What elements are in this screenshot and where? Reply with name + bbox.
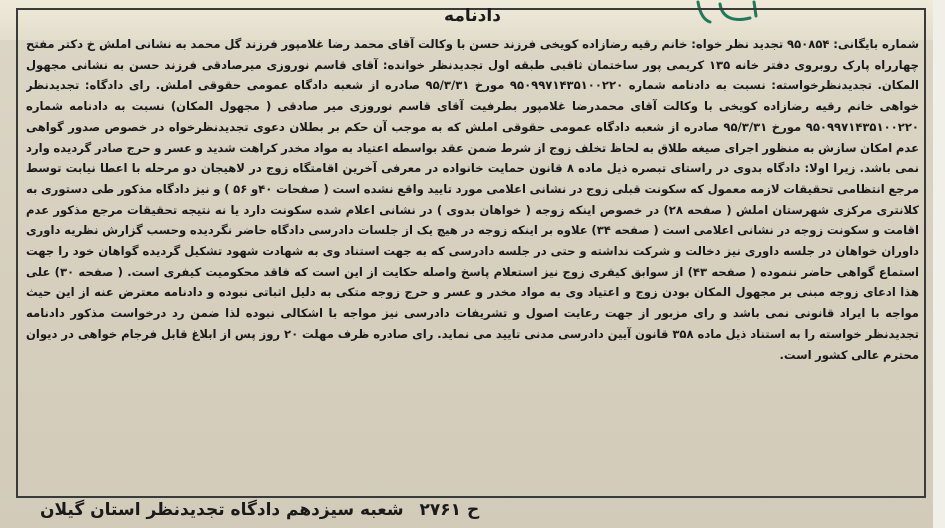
page-edge [933,0,945,528]
footer-court-name: شعبه سیزدهم دادگاه تجدیدنظر استان گیلان [40,500,404,520]
footer-code: ح ۲۷۶۱ [419,500,480,520]
notice-footer [30,500,690,528]
notice-body: شماره بایگانی: ۹۵۰۸۵۴ تجدید نظر خواه: خانم رقیه رضازاده کویخی فرزند حسن با وکالت آقای محمد رضا غلامپور فرزند گل محمد به نشانی املش خ دکتر مفتح چهارراه پارک روبروی دفتر خانه ۱۳۵ کریمی پور ساختمان ثاقبی طبقه اول تجدیدنظر خوانده: آقای قاسم نوروزی میرصادقی فرزند حسن به نشانی مجهول المکان. تجدیدنظرخواسته: نسبت به دادنامه شماره ۹۵۰۹۹۷۱۴۳۵۱۰۰۲۲۰ مورخ ۹۵/۳/۳۱ صادره از شعبه دادگاه عمومی حقوقی املش. رای دادگاه: تجدیدنظر خواهی خانم رقیه رضازاده کویخی با وکالت آقای محمدرضا غلامپور بطرفیت آقای قاسم نوروزی میر صادقی ( مجهول المکان) نسبت به دادنامه شماره ۹۵۰۹۹۷۱۴۳۵۱۰۰۲۲۰ مورخ ۹۵/۳/۳۱ صادره از شعبه دادگاه عمومی حقوقی املش که به موجب آن حکم بر بطلان دعوی تجدیدنظرخواه در خصوص صدور گواهی عدم امکان سازش به منظور اجرای صیغه طلاق به لحاظ تخلف زوج از شرط ضمن عقد بواسطه اعتیاد به مواد مخدر کراهت شدید و عسر و حرج صادر گردیده وارد نمی باشد. زیرا اولا: دادگاه بدوی در راستای تبصره ذیل ماده ۸ قانون حمایت خانواده در معرفی آخرین اقامتگاه زوج در لاهیجان دو مرحله با اعطا نیابت توسط مرجع انتظامی تحقیقات لازمه معمول که سکونت قبلی زوج در نشانی اعلامی مورد تایید واقع نشده است ( صفحات ۴۰و ۵۶ ) و نیز دادگاه مذکور طی دستوری به کلانتری مرکزی شهرستان املش ( صفحه ۲۸) در خصوص اینکه زوجه ( خواهان بدوی ) در نشانی اعلام شده سکونت دارد یا نه نتیجه تحقیقات مرجع مذکور عدم اقامت و سکونت زوجه در نشانی اعلامی است ( صفحه ۳۴) علاوه بر اینکه زوجه در هیچ یک از جلسات دادرسی دادگاه حاضر نگردیده وحسب گزارش نظریه داوری داوران خواهان در جلسه داوری نیز دخالت و شرکت نداشته و حتی در جلسه دادرسی که به جهت استناد وی به شهادت شهود تشکیل گردیده گواهان خود را جهت استماع گواهی حاضر ننموده ( صفحه ۴۳) از سوابق کیفری زوج نیز استعلام پاسخ واصله حکایت از این است که فاقد محکومیت کیفری است. ( صفحه ۳۰) علی هذا ادعای زوجه مبنی بر مجهول المکان بودن زوج و اعتیاد وی به مواد مخدر و عسر و حرج زوجه متکی به دلیل اثباتی نبوده و دادنامه معترض عنه از این حیث مواجه با ایراد قانونی نمی باشد و رای مزبور از جهت رعایت اصول و تشریفات دادرسی نیز مواجه با اشکالی نبوده لذا ضمن رد درخواست مذکور دادنامه تجدیدنظر خواسته را به استناد ذیل ماده ۳۵۸ قانون آیین دادرسی مدنی تایید می نماید. رای صادره ظرف مهلت ۲۰ روز پس از ابلاغ قابل فرجام خواهی در دیوان محترم عالی کشور است. [26,37,919,362]
notice-title: دادنامه [444,6,501,26]
